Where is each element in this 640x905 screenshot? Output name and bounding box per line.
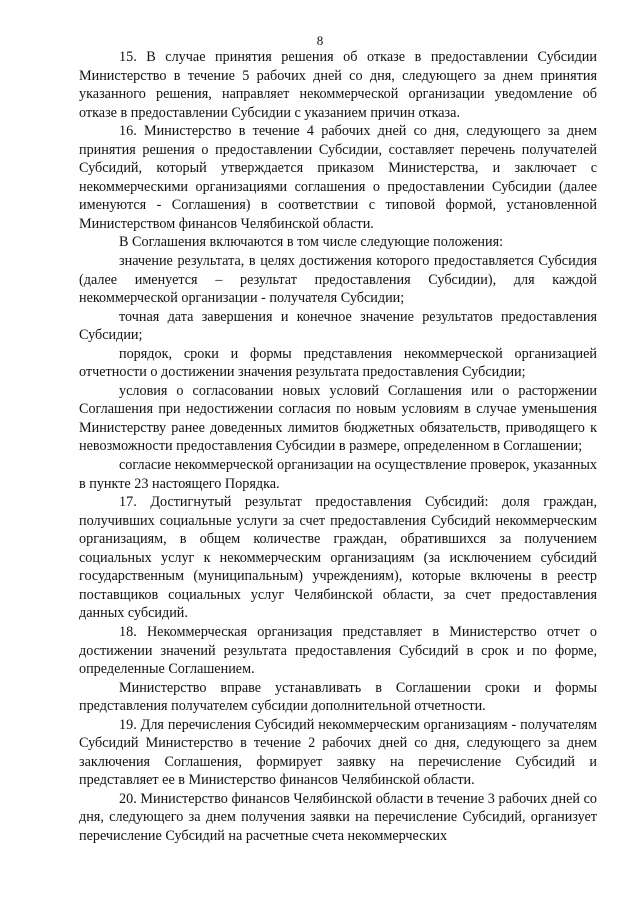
- provision-completion-date: точная дата завершения и конечное значение результатов предоставления Субсидии;: [79, 308, 597, 344]
- paragraph-19: 19. Для перечисления Субсидий некоммерческим организациям - получателям Субсидий Министерство в течение 2 рабочих дней со дня, следующего за днем заключения Соглашения, формирует заявку на перечисление Субсидий и представляет ее в Министерство финансов Челябинской области.: [79, 716, 597, 789]
- paragraph-agreement-provisions: В Соглашения включаются в том числе следующие положения:: [119, 234, 504, 251]
- paragraph-15: 15. В случае принятия решения об отказе в предоставлении Субсидии Министерство в течение 5 рабочих дней со дня, следующего за днем принятия указанного решения, направляет некоммерческой организации уведомление об отказе в предоставлении Субсидии с указанием причин отказа.: [79, 49, 597, 121]
- page-number: 8: [316, 33, 324, 48]
- paragraph-16: 16. Министерство в течение 4 рабочих дней со дня, следующего за днем принятия решения о предоставлении Субсидии, составляет перечень получателей Субсидий, который утверждается приказом Министерства, и заключает с некоммерческими организациями соглашения о предоставлении Субсидии (далее именуются - Соглашения) в соответствии с типовой формой, установленной Министерством финансов Челябинской области.: [79, 123, 597, 232]
- provision-inspection-consent: согласие некоммерческой организации на осуществление проверок, указанных в пункте 23 настоящего Порядка.: [79, 457, 597, 492]
- provision-result-value: значение результата, в целях достижения которого предоставляется Субсидия (далее именуется – результат предоставления Субсидии), для каждой некоммерческой организации - получателя Субсидии;: [79, 253, 597, 307]
- paragraph-17: 17. Достигнутый результат предоставления Субсидий: доля граждан, получивших социальные услуги за счет предоставления Субсидий некоммерческим организациям, в общем количестве граждан, обратившихся за получением социальных услуг к некоммерческим организациям (за исключением субсидий государственным (муниципальным) учреждениям), которые включены в реестр поставщиков социальных услуг Челябинской области, за счет предоставления данных субсидий.: [79, 494, 597, 622]
- document-body: [79, 48, 597, 846]
- provision-new-conditions: условия о согласовании новых условий Соглашения или о расторжении Соглашения при недостижении согласия по новым условиям в случае уменьшения Министерству ранее доведенных лимитов бюджетных обязательств, приводящего к невозможности предоставления Субсидии в размере, определенном в Соглашении;: [79, 382, 597, 455]
- paragraph-18: 18. Некоммерческая организация представляет в Министерство отчет о достижении значений результата предоставления Субсидий в срок и по форме, определенные Соглашением.: [79, 623, 597, 678]
- paragraph-additional-reporting: Министерство вправе устанавливать в Соглашении сроки и формы представления получателем субсидии дополнительной отчетности.: [79, 679, 597, 715]
- provision-reporting: порядок, сроки и формы представления некоммерческой организацией отчетности о достижении значения результата предоставления Субсидии;: [79, 345, 597, 381]
- paragraph-20: 20. Министерство финансов Челябинской области в течение 3 рабочих дней со дня, следующего за днем получения заявки на перечисление Субсидий, организует перечисление Субсидий на расчетные счета некоммерческих: [79, 790, 597, 844]
